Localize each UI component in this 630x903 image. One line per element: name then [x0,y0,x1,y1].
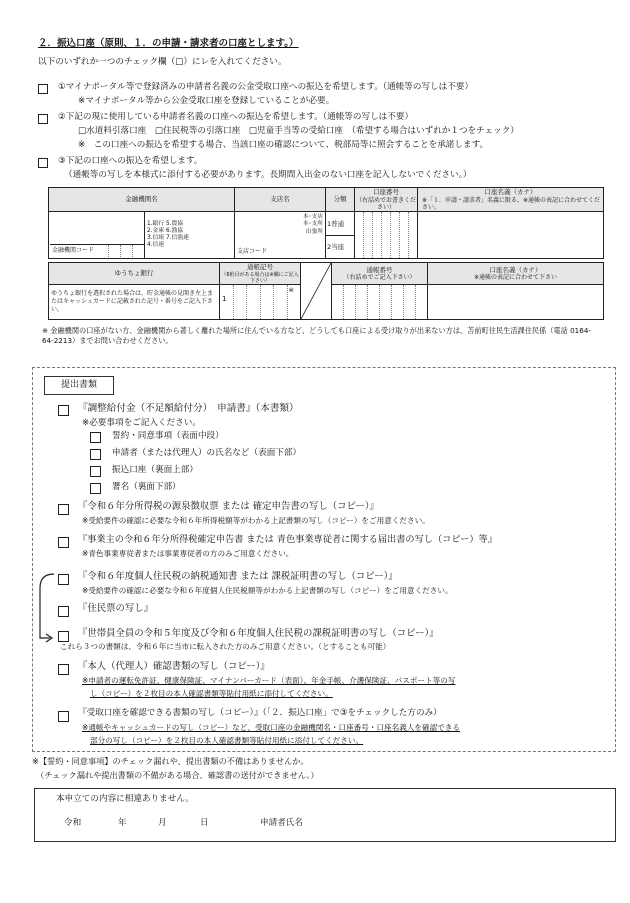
account-number-header: 口座番号 （右詰めでお書きください） [355,188,416,211]
doc6-note: これら３つの書類は、令和６年に当市に転入された方のみご用意ください。（とすることも可能） [60,642,391,651]
doc1-sub2-label: 申請者（または代理人）の氏名など（表面下部） [112,448,302,458]
signature-statement: 本申立ての内容に相違ありません。 [56,794,195,804]
account-holder-header: 口座名義（カナ） ※「１．申請・請求者」名義に限る。※通帳の表記に合わせてください。 [418,188,604,212]
doc1-sub2-checkbox[interactable] [90,449,101,460]
option2-label: ②下記の現に使用している申請者名義の口座への振込を希望します。（通帳等の写しは不要） [58,112,414,122]
doc1-note: ※必要事項をご記入ください。 [82,418,201,428]
doc4-title: 『令和６年度個人住民税の納税通知書 または 課税証明書の写し（コピー）』 [78,571,398,582]
branch-code-label: 支店コード [237,248,268,256]
doc3-note: ※青色事業専従者または事業専従者の方のみご用意ください。 [82,549,294,558]
doc1-title: 『調整給付金（不足額給付分） 申請書』（本書類） [78,403,299,414]
account-number-input[interactable] [355,212,418,259]
option3-label: ③下記の口座への振込を希望します。 [58,156,203,166]
final-check-line1: ※【誓約・同意事項】のチェック漏れや、提出書類の不備はありませんか。 [32,756,309,766]
yucho-number-input[interactable] [332,285,428,320]
account-holder-input[interactable] [418,212,604,259]
branch-name-header: 支店名 [235,188,326,212]
bank-account-table [48,187,604,259]
yucho-holder-input[interactable] [428,285,604,320]
signature-era: 令和 [64,818,82,828]
doc1-sub4-label: 署名（裏面下部） [112,482,181,492]
bank-type-options[interactable]: 1.銀行 5.農協 2.金庫 6.漁協 3.信組 7.信漁連 4.信連 [145,212,235,259]
signature-year[interactable]: 年 [118,818,127,828]
signature-name-input[interactable] [316,812,596,832]
yucho-divider [301,263,332,320]
doc8-note2: 部分の写し（コピー）を２枚目の本人確認書類等貼付用紙に添付してください。 [90,736,364,745]
doc6-checkbox[interactable] [58,631,69,642]
bank-footnote: ※ 金融機関の口座がない方、金融機関から著しく離れた場所に住んでいる方など、どうしても口座による受け取りが出来ない方は、苫前町住民生活課住民係（電話 0164-64-2213）までお問い合わせください。 [42,326,591,346]
doc8-title: 『受取口座を確認できる書類の写し（コピー）』（「２．振込口座」で③をチェックした方のみ） [78,708,442,718]
yucho-symbol-header: 通帳記号 （6桁目がある場合は※欄にご記入下さい） [221,263,299,284]
option3-checkbox[interactable] [38,158,48,168]
doc4-note: ※受給要件の確認に必要な令和６年度個人住民税額等がわかる上記書類の写し（コピー）をご用意ください。 [82,586,453,595]
option1-note: ※マイナポータル等から公金受取口座を登録していることが必要。 [78,96,335,106]
option1-label: ①マイナポータル等で登録済みの申請者名義の公金受取口座への振込を希望します。（通帳等の写しは不要） [58,82,474,92]
bank-name-input[interactable] [49,212,145,259]
doc7-note1: ※申請者の運転免許証、健康保険証、マイナンバーカード（表面）、年金手帳、介護保険証、パスポート等の写 [82,676,456,685]
option1-checkbox[interactable] [38,84,48,94]
doc7-title: 『本人（代理人）確認書類の写し（コピー）』 [78,661,270,672]
signature-name-label: 申請者氏名 [260,818,303,828]
doc1-sub3-checkbox[interactable] [90,466,101,477]
yucho-bank-header: ゆうちょ銀行 [49,263,220,285]
doc1-sub3-label: 振込口座（裏面上部） [112,465,198,475]
doc8-note1: ※通帳やキャッシュカードの写し（コピー）など、受取口座の金融機関名・口座番号・口座名義人を確認できる [82,723,460,732]
option3-note: （通帳等の写しを本様式に添付する必要があります。長期間入出金のない口座を記入しないでください。） [64,170,472,180]
final-check-line2: （チェック漏れや提出書類の不備がある場合、確認書の送付ができません。） [36,770,319,780]
section2-title: ２．振込口座（原則、１．の申請・請求者の口座とします。） [38,38,299,49]
doc8-checkbox[interactable] [58,711,69,722]
doc3-title: 『事業主の令和６年分所得税確定申告書 または 青色事業専従者に関する届出書の写し（コピー）等』 [78,534,497,545]
doc2-title: 『令和６年分所得税の源泉徴収票 または 確定申告書の写し（コピー）』 [78,501,379,512]
doc1-sub1-checkbox[interactable] [90,432,101,443]
doc7-note2: し（コピー）を２枚目の本人確認書類等貼付用紙に添付してください。 [90,689,333,698]
account-type-header: 分類 [326,188,355,212]
option2-checkbox[interactable] [38,114,48,124]
yucho-symbol-input[interactable]: 1 ※ [220,285,301,320]
doc2-checkbox[interactable] [58,504,69,515]
account-type-options[interactable]: 1普通 2当座 [326,212,355,259]
doc5-checkbox[interactable] [58,606,69,617]
yucho-number-header: 通帳番号 （右詰めでご記入下さい） [332,263,428,285]
doc1-sub4-checkbox[interactable] [90,483,101,494]
doc5-title: 『住民票の写し』 [78,603,154,614]
yucho-holder-header: 口座名義（カナ） ※通帳の表記に合わせて下さい [428,263,604,285]
branch-name-input[interactable]: 本･支店 本･支所 出張所 支店コード [235,212,326,259]
yucho-account-table [48,262,604,320]
option2-choices[interactable]: □水道料引落口座 □住民税等の引落口座 □児童手当等の受給口座 （希望する場合はいずれか１つをチェック） [78,126,519,136]
signature-month[interactable]: 月 [158,818,167,828]
signature-day[interactable]: 日 [200,818,209,828]
doc1-checkbox[interactable] [58,405,69,416]
doc4-checkbox[interactable] [58,574,69,585]
grouping-bracket [32,568,56,650]
doc3-checkbox[interactable] [58,537,69,548]
yucho-note: ゆうちょ銀行を選択された場合は、貯金通帳の見開き左上またはキャッシュカードに記載された記号・番号をご記入下さい。 [49,285,220,320]
doc2-note: ※受給要件の確認に必要な令和６年所得税額等がわかる上記書類の写し（コピー）をご用意ください。 [82,516,430,525]
bank-code-label: 金融機関コード [52,247,95,255]
doc1-sub1-label: 誓約・同意事項（表面中段） [112,431,224,441]
bank-name-header: 金融機関名 [49,188,235,212]
option2-note: ※ この口座への振込を希望する場合、当該口座の確認について、税部局等に照会することを承諾します。 [78,140,489,150]
section2-instruction: 以下のいずれか一つのチェック欄（□）にレを入れてください。 [38,57,287,67]
doc6-title: 『世帯員全員の令和５年度及び令和６年度個人住民税の課税証明書の写し（コピー）』 [78,628,439,639]
doc7-checkbox[interactable] [58,664,69,675]
documents-header: 提出書類 [44,376,114,395]
